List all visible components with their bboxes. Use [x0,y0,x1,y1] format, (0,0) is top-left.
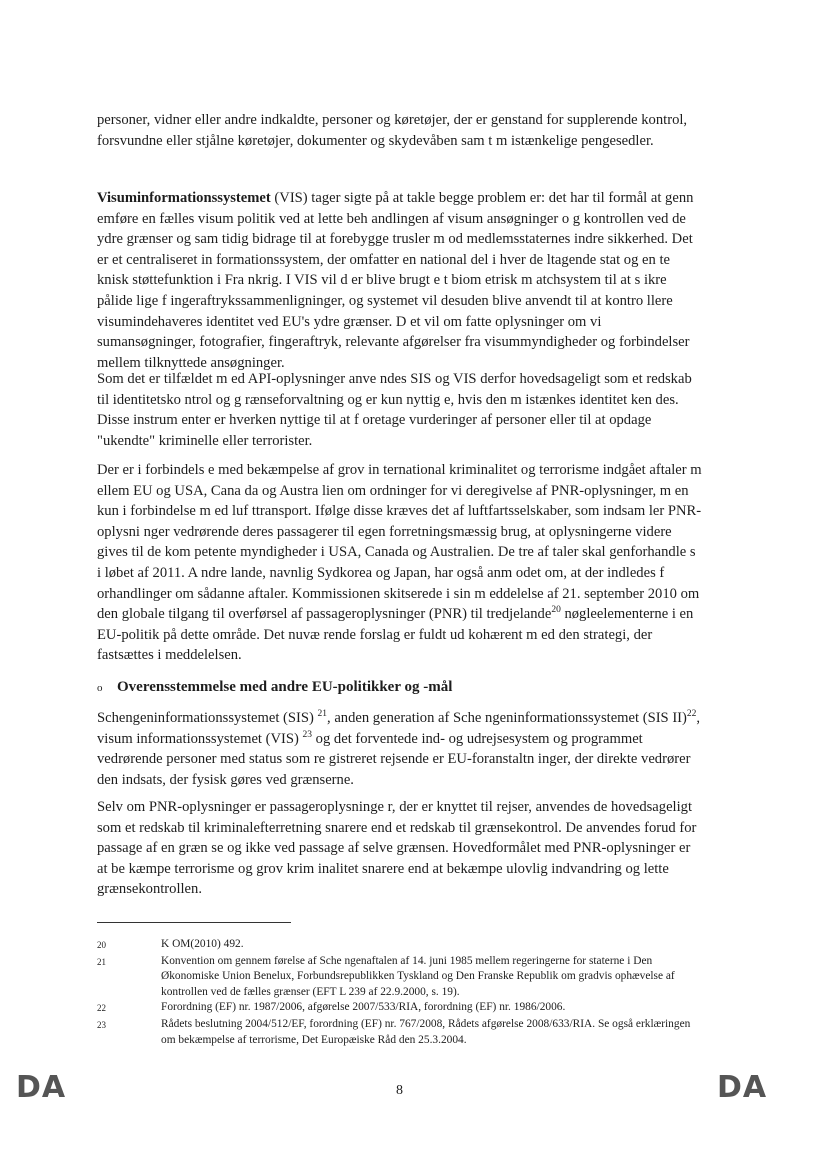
footnote-item [97,937,703,954]
footnote-ref-20: 20 [551,605,561,616]
paragraph-pnr-purpose-text: Selv om PNR-oplysninger er passageroplysninge r, der er knyttet til rejser, anvendes de hovedsageligt som et redskab til kriminalefterretning snarere end et redskab til grænsekontrol. De anvendes forud for passage af en græn se og ikke ved passage af selve grænsen. Hovedformålet med PNR-oplysninger er at be kæmpe terrorisme og grov krim inalitet snarere end at bekæmpe ulovlig indvandring og lette grænsekontrollen. [97,799,697,898]
bullet-icon: o [97,682,103,694]
paragraph-schengen [97,708,703,790]
footnote-ref-22: 22 [686,709,697,719]
vis-term: Visuminformationssystemet [97,190,271,206]
paragraph-api-text: Som det er tilfældet m ed API-oplysninger anve ndes SIS og VIS derfor hovedsageligt som et redskab til identitetsko ntrol og g rænseforvaltning og er kun nyttig e, hvis den m istænkes identitet ken des. Disse instrum enter er hverken nyttige til at f oretage vurderinger af personer eller til at opdage "ukendte" kriminelle eller terrorister. [97,371,692,449]
footnote-ref-23: 23 [302,729,313,740]
paragraph-pnr-text-a: Der er i forbindels e med bekæmpelse af grov in ternational kriminalitet og terrorisme indgået aftaler m ellem EU og USA, Cana da og Austra lien om ordninger for vi deregivelse af PNR-oplysninger, m en kun i forbindelse m ed luf ttransport. Ifølge disse kræves det af luftfartsselskaber, som indsam ler PNR-oplysni nger vedrørende deres passagerer til egen forretningsmæssig brug, at oplysningerne videre gives til de kom petente myndigheder i USA, Canada og Australien. De tre af taler skal genforhandle s i løbet af 2011. A ndre lande, navnlig Sydkorea og Japan, har også anm odet om, at der indledes f orhandlinger om sådanne aftaler. Kommissionen skitserede i sin m eddelelse af 21. september 2010 om den globale tilgang til overførsel af passageroplysninger (PNR) til tredjelande [97,462,702,623]
paragraph-schengen-d: og det forventede ind- og udrejsesystem og programmet vedrørende personer med status som re gistreret rejsende er EU-foranstaltn inger, der direkte vedrører den indsats, der fysisk gøres ved grænserne. [97,730,691,788]
footnote-divider [97,922,291,923]
paragraph-schengen-c: , visum informationssystemet (VIS) [97,710,701,747]
footnote-number: 20 [97,940,106,950]
footnotes [97,937,703,1048]
footnote-text: Konvention om gennem førelse af Sche ngenaftalen af 14. juni 1985 mellem regeringerne for staterne i Den Økonomiske Union Benelux, Forbundsrepublikken Tyskland og Den Franske Republik om gradvis ophævelse af kontrollen ved de fælles grænser (EFT L 239 af 22.9.2000, s. 19). [161,954,675,998]
language-code-left: DA [16,1070,67,1105]
footnote-item [97,1017,703,1048]
paragraph-vis-text: (VIS) tager sigte på at takle begge problem er: det har til formål at genn emføre en fælles visum politik ved at lette beh andlingen af visum ansøgninger o g kontrollen ved de ydre grænser og sam tidig bidrage til at forebygge trusler m od medlemsstaternes indre sikkerhed. Det er et centraliseret in formationssystem, der omfatter en national del i hver de ltagende stat og en te knisk støttefunktion i Fra nkrig. I VIS vil d er blive brugt e t biom etrisk m atchsystem til at s ikre pålide lige f ingeraftrykssammenligninger, og systemet vil desuden blive anvendt til at kontro llere visumindehaveres identitet ved EU's ydre grænser. D et vil om fatte oplysninger om vi sumansøgninger, fotografier, fingeraftryk, relevante afgørelser fra visummyndigheder og forbindelser mellem tilknyttede ansøgninger. [97,190,694,371]
footnote-number: 21 [97,956,106,967]
paragraph-pnr-text-b: nøgleelementerne i en EU-politik på dette område. Det nuvæ rende forslag er fuldt ud kohærent m ed den strategi, der fastsættes i meddelelsen. [97,606,694,664]
paragraph-api [97,369,703,451]
paragraph-1-text: personer, vidner eller andre indkaldte, personer og køretøjer, der er genstand for supplerende kontrol, forsvundne eller stjålne køretøjer, dokumenter og skydevåben sam t m istænkelige pengesedler. [97,112,688,149]
footnote-text: K OM(2010) 492. [161,938,244,950]
paragraph-1 [97,110,703,151]
paragraph-schengen-b: , anden generation af Sche ngeninformationssystemet (SIS II) [327,710,687,726]
paragraph-vis [97,188,703,373]
footnote-text: Forordning (EF) nr. 1987/2006, afgørelse 2007/533/RIA, forordning (EF) nr. 1986/2006. [161,1001,566,1014]
language-code-right: DA [717,1070,768,1105]
footnote-text: Rådets beslutning 2004/512/EF, forordning (EF) nr. 767/2008, Rådets afgørelse 2008/633/RIA. Se også erklæringen om bekæmpelse af terrorisme, Det Europæiske Råd den 25.3.2004. [161,1017,691,1046]
footnote-ref-21: 21 [317,709,328,719]
section-heading [97,677,703,699]
footnote-number: 22 [97,1003,106,1014]
section-heading-text: Overensstemmelse med andre EU-politikker og -mål [117,679,453,695]
paragraph-schengen-a: Schengeninformationssystemet (SIS) [97,710,314,726]
footnote-item [97,1000,703,1017]
footnote-number: 23 [97,1019,106,1030]
paragraph-pnr-purpose [97,797,703,900]
paragraph-pnr-agreements [97,460,703,666]
footnote-item [97,954,703,1001]
page-number: 8 [396,1083,403,1098]
